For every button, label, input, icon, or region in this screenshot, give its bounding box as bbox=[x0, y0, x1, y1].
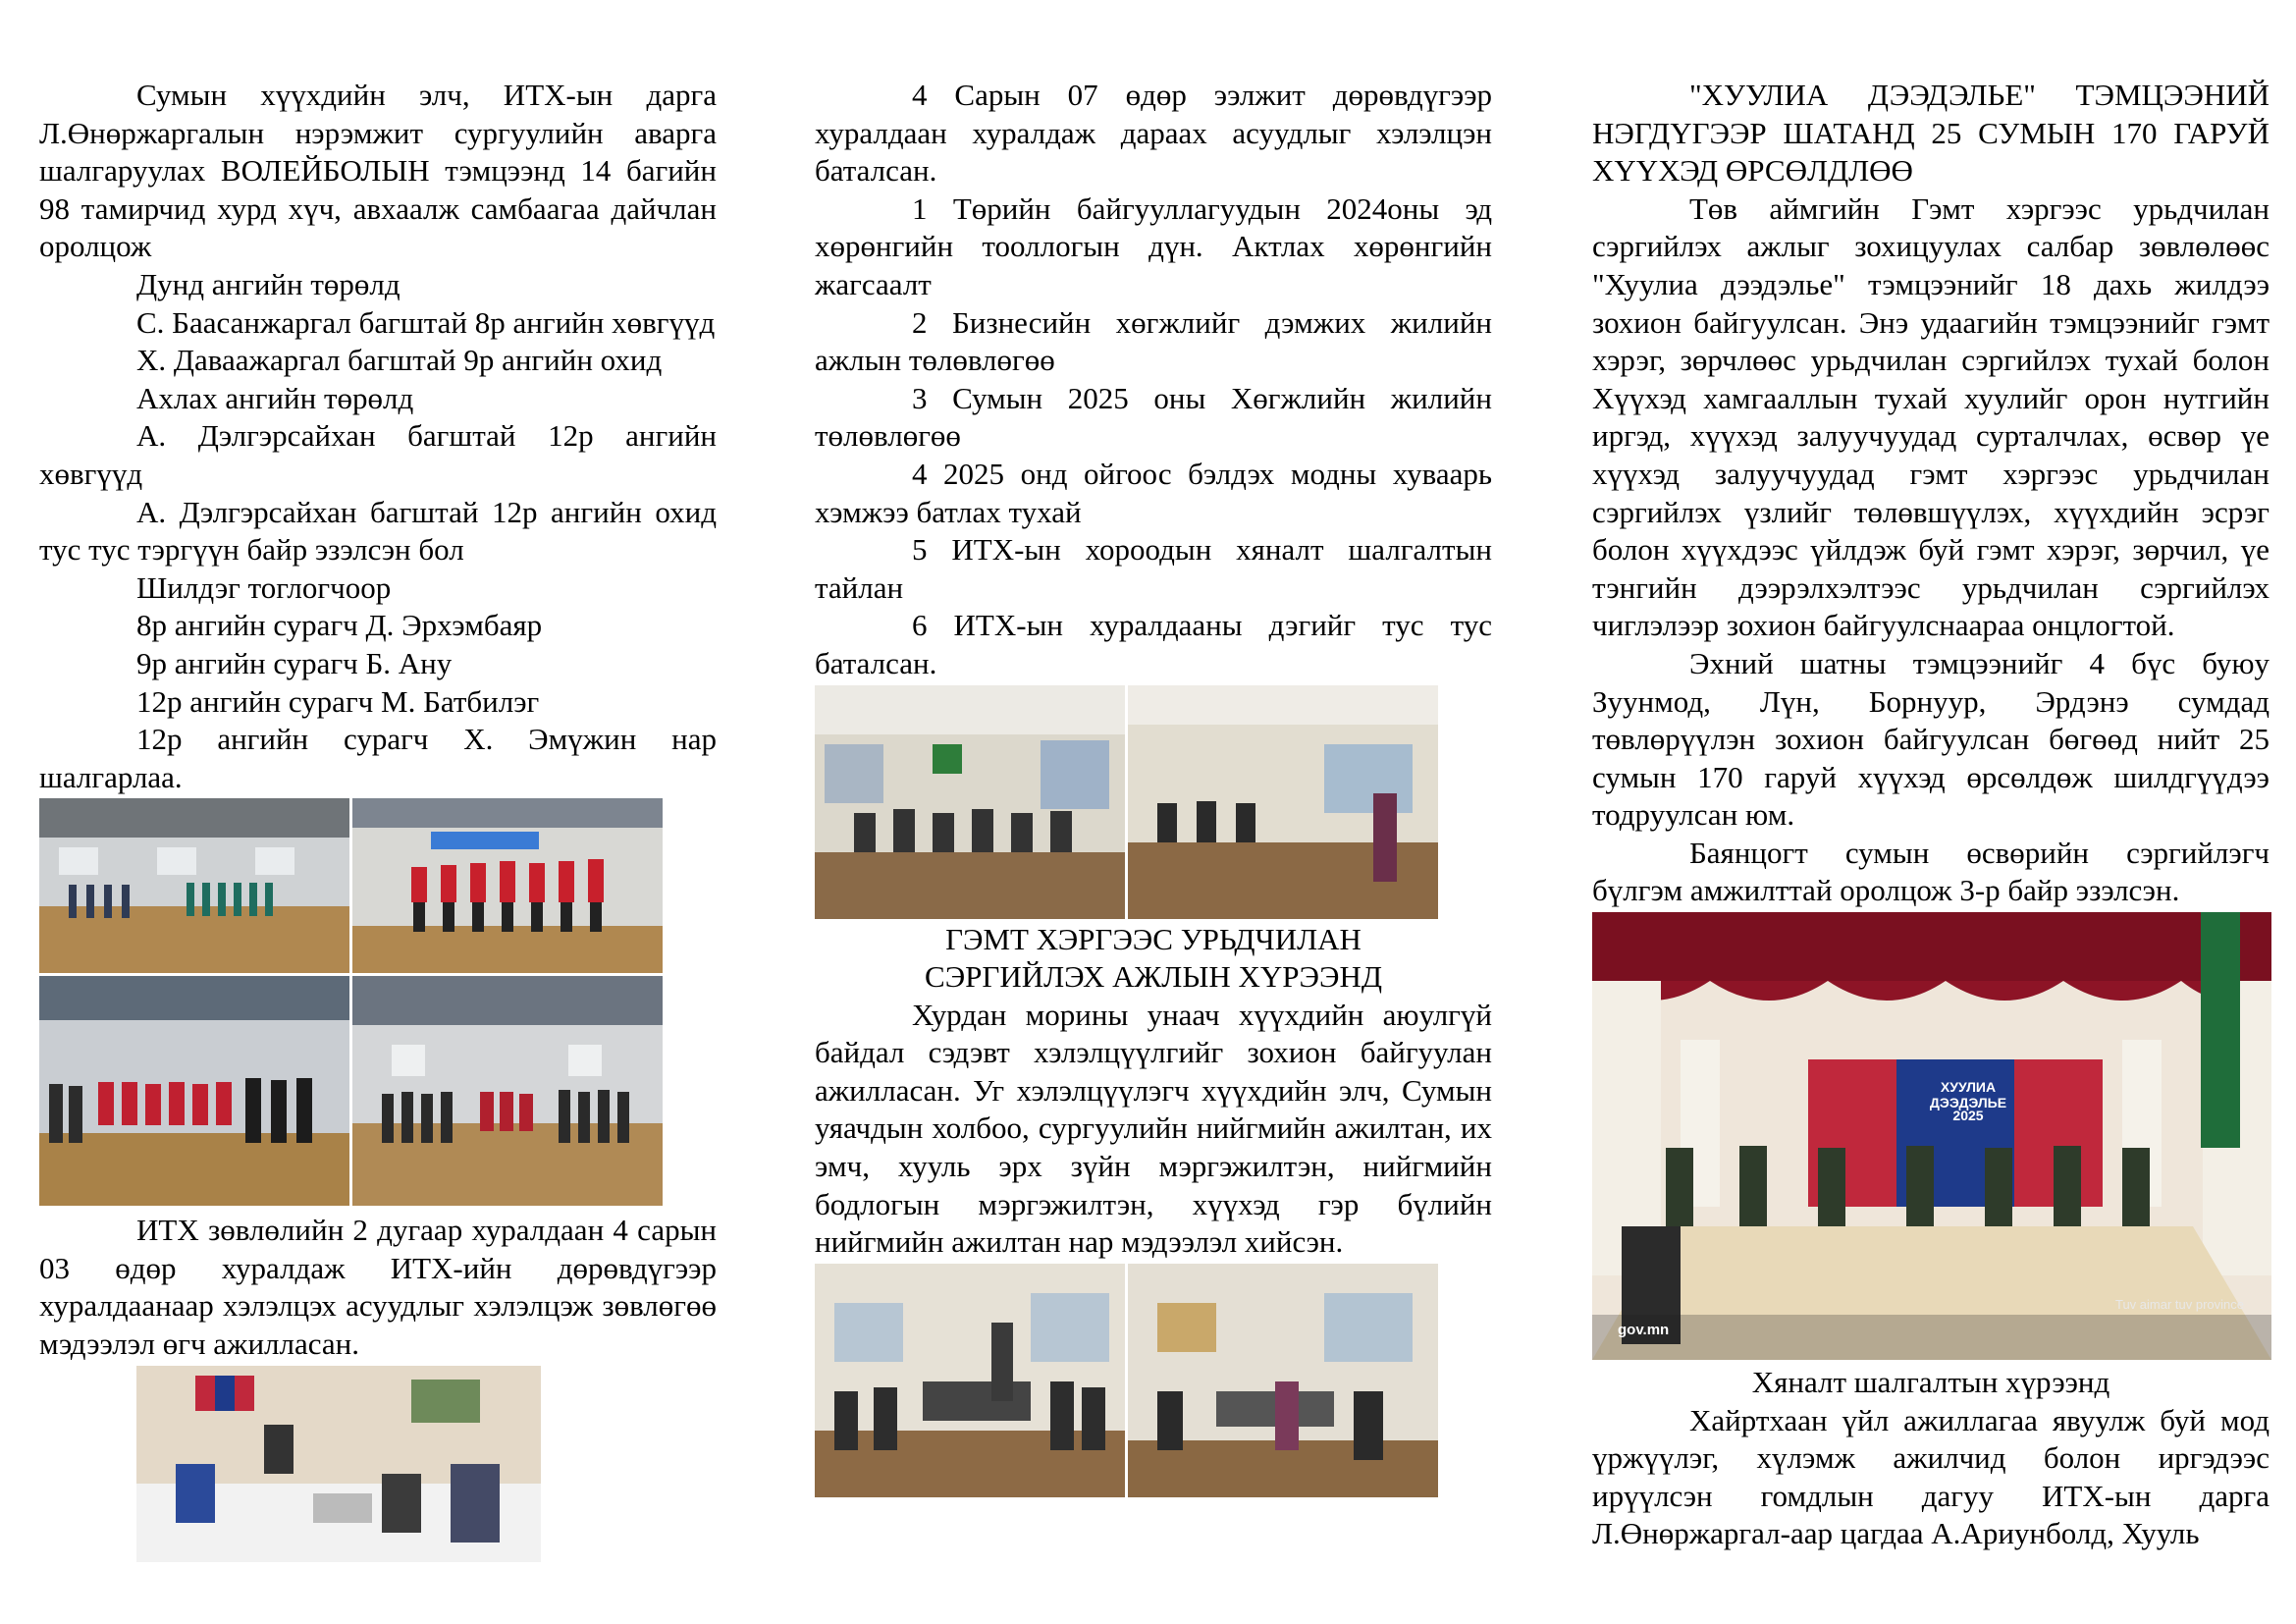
paragraph: Шилдэг тоглогчоор bbox=[136, 569, 392, 605]
paragraph: А. Дэлгэрсайхан багштай 12р ангийн охид тус тус тэргүүн байр эзэлсэн бол bbox=[39, 494, 717, 568]
photo-council-session bbox=[815, 685, 1125, 919]
paragraph: 2 Бизнесийн хөгжлийг дэмжих жилийн ажлын төлөвлөгөө bbox=[815, 304, 1492, 378]
paragraph: Ахлах ангийн төрөлд bbox=[136, 380, 414, 415]
paragraph: Хайртхаан үйл ажиллагаа явуулж буй мод үржүүлэг, хүлэмж ажилчид болон иргэдээс ирүүлсэн гомдлын дагуу ИТХ-ын дарга Л.Өнөржаргал-аар цагдаа А.Ариунболд, Хууль bbox=[1592, 1402, 2269, 1551]
photo-competition-stage bbox=[1592, 912, 2271, 1360]
paragraph: Дунд ангийн төрөлд bbox=[136, 266, 400, 301]
column-1 bbox=[39, 77, 717, 1562]
paragraph: ИТХ зөвлөлийн 2 дугаар хуралдаан 4 сарын 03 өдөр хуралдаж ИТХ-ийн дөрөвдүгээр хуралдаанаар хэлэлцэх асуудлыг хэлэлцэж зөвлөгөө мэдээлэл өгч ажилласан. bbox=[39, 1213, 717, 1362]
photo-award-group bbox=[39, 976, 349, 1206]
screen-year: 2025 bbox=[1952, 1108, 1984, 1124]
discussion-photos bbox=[815, 1264, 1438, 1497]
paragraph: Эхний шатны тэмцээнийг 4 бүс буюу Зуунмод, Лүн, Борнуур, Эрдэнэ сумдад төвлөрүүлэн зохион байгуулсан бөгөөд нийт 25 сумын 170 гаруй хүүхэд өрсөлдөж шилдгүүдээ тодруулсан юм. bbox=[1592, 645, 2269, 833]
volleyball-photo-collage bbox=[39, 798, 663, 1206]
photo-discussion-room bbox=[815, 1264, 1125, 1497]
section-subheading: Хяналт шалгалтын хүрээнд bbox=[1751, 1365, 2110, 1400]
paragraph: 12р ангийн сурагч Х. Эмүжин нар шалгарлаа. bbox=[39, 722, 717, 794]
paragraph: 12р ангийн сурагч М. Батбилэг bbox=[136, 683, 540, 719]
paragraph: 4 Сарын 07 өдөр ээлжит дөрөвдүгээр хуралдаан хуралдаж дараах асуудлыг хэлэлцэн баталсан. bbox=[815, 78, 1492, 189]
paragraph: Баянцогт сумын өсвөрийн сэргийлэгч бүлгэм амжилттай оролцож 3-р байр эзэлсэн. bbox=[1592, 835, 2269, 908]
section-heading-line-1: ГЭМТ ХЭРГЭЭС УРЬДЧИЛАН bbox=[945, 921, 1362, 956]
paragraph: 1 Төрийн байгууллагуудын 2024оны эд хөрөнгийн тооллогын дүн. Актлах хөрөнгийн жагсаалт bbox=[815, 190, 1492, 301]
paragraph: Х. Даваажаргал багштай 9р ангийн охид bbox=[136, 343, 663, 378]
paragraph: Төв аймгийн Гэмт хэргээс урьдчилан сэргийлэх ажлыг зохицуулах салбар зөвлөлөөс "Хуулиа дээдэлье" тэмцээнийг 18 дахь жилдээ зохион байгуулсан. Энэ удаагийн тэмцээнийг гэмт хэрэг, зөрчлөөс урьдчилан сэргийлэх тухай болон Хүүхэд хамгааллын тухай хуулийг орон нутгийн иргэд, хүүхэд залуучуудад сурталчлах, өсвөр үе хүүхэд залуучуудад гэмт хэргээс урьдчилан сэргийлэх үзлийг төлөвшүүлэх, хүүхдийн эсрэг болон хүүхдээс үйлдэж буй гэмт хэрэг, зөрчил, үе тэнгийн дээрэлхэлтээс урьдчилан сэргийлэх чиглэлээр зохион байгуулснаараа онцлогтой. bbox=[1592, 190, 2269, 643]
photo-team-red bbox=[352, 798, 663, 973]
paragraph: С. Баасанжаргал багштай 8р ангийн хөвгүүд bbox=[136, 304, 716, 340]
section-heading-line-2: СЭРГИЙЛЭХ АЖЛЫН ХҮРЭЭНД bbox=[925, 959, 1382, 995]
paragraph: А. Дэлгэрсайхан багштай 12р ангийн хөвгүүд bbox=[39, 418, 717, 491]
screen-title: ХУУЛИА ДЭЭДЭЛЬЕ bbox=[1929, 1079, 2007, 1111]
paragraph: 6 ИТХ-ын хуралдааны дэгийг тус тус баталсан. bbox=[815, 608, 1492, 680]
paragraph: Сумын хүүхдийн элч, ИТХ-ын дарга Л.Өнөржаргалын нэрэмжит сургуулийн аварга шалгаруулах ВОЛЕЙБОЛЫН тэмцээнд 14 багийн 98 тамирчид хурд хүч, авхаалж самбаагаа дайчлан оролцож bbox=[39, 78, 717, 264]
council-meeting-photos bbox=[815, 685, 1438, 919]
column-2 bbox=[815, 77, 1492, 1499]
photo-meeting-office bbox=[136, 1366, 541, 1562]
photo-council-speaker bbox=[1128, 685, 1438, 919]
photo-watermark: Tuv aimar tuv province bbox=[2114, 1297, 2244, 1313]
photo-gym-ceremony bbox=[352, 976, 663, 1206]
photo-gym-lineup bbox=[39, 798, 349, 973]
paragraph: 5 ИТХ-ын хороодын хяналт шалгалтын тайлан bbox=[815, 532, 1492, 605]
paragraph: Хурдан морины унаач хүүхдийн аюулгүй байдал сэдэвт хэлэлцүүлгийг зохион байгуулан ажилласан. Уг хэлэлцүүлэгч хүүхдийн элч, Сумын уяачдын холбоо, сургуулийн нийгмийн ажилтан, их эмч, хууль эрх зүйн мэргэжилтэн, нийгмийн бодлогын мэргэжилтэн, хүүхэд гэр бүлийн нийгмийн ажилтан нар мэдээлэл хийсэн. bbox=[815, 997, 1492, 1260]
paragraph: 9р ангийн сурагч Б. Ану bbox=[136, 645, 453, 680]
article-heading: "ХУУЛИА ДЭЭДЭЛЬЕ" ТЭМЦЭЭНИЙ НЭГДҮГЭЭР ШАТАНД 25 СУМЫН 170 ГАРУЙ ХҮҮХЭД ӨРСӨЛДЛӨӨ bbox=[1592, 78, 2269, 189]
photo-discussion-participants bbox=[1128, 1264, 1438, 1497]
column-3 bbox=[1592, 77, 2269, 1553]
gov-logo: gov.mn bbox=[1618, 1322, 1670, 1339]
paragraph: 3 Сумын 2025 оны Хөгжлийн жилийн төлөвлөгөө bbox=[815, 380, 1492, 454]
paragraph: 4 2025 онд ойгоос бэлдэх модны хуваарь хэмжээ батлах тухай bbox=[815, 456, 1492, 529]
paragraph: 8р ангийн сурагч Д. Эрхэмбаяр bbox=[136, 608, 543, 643]
